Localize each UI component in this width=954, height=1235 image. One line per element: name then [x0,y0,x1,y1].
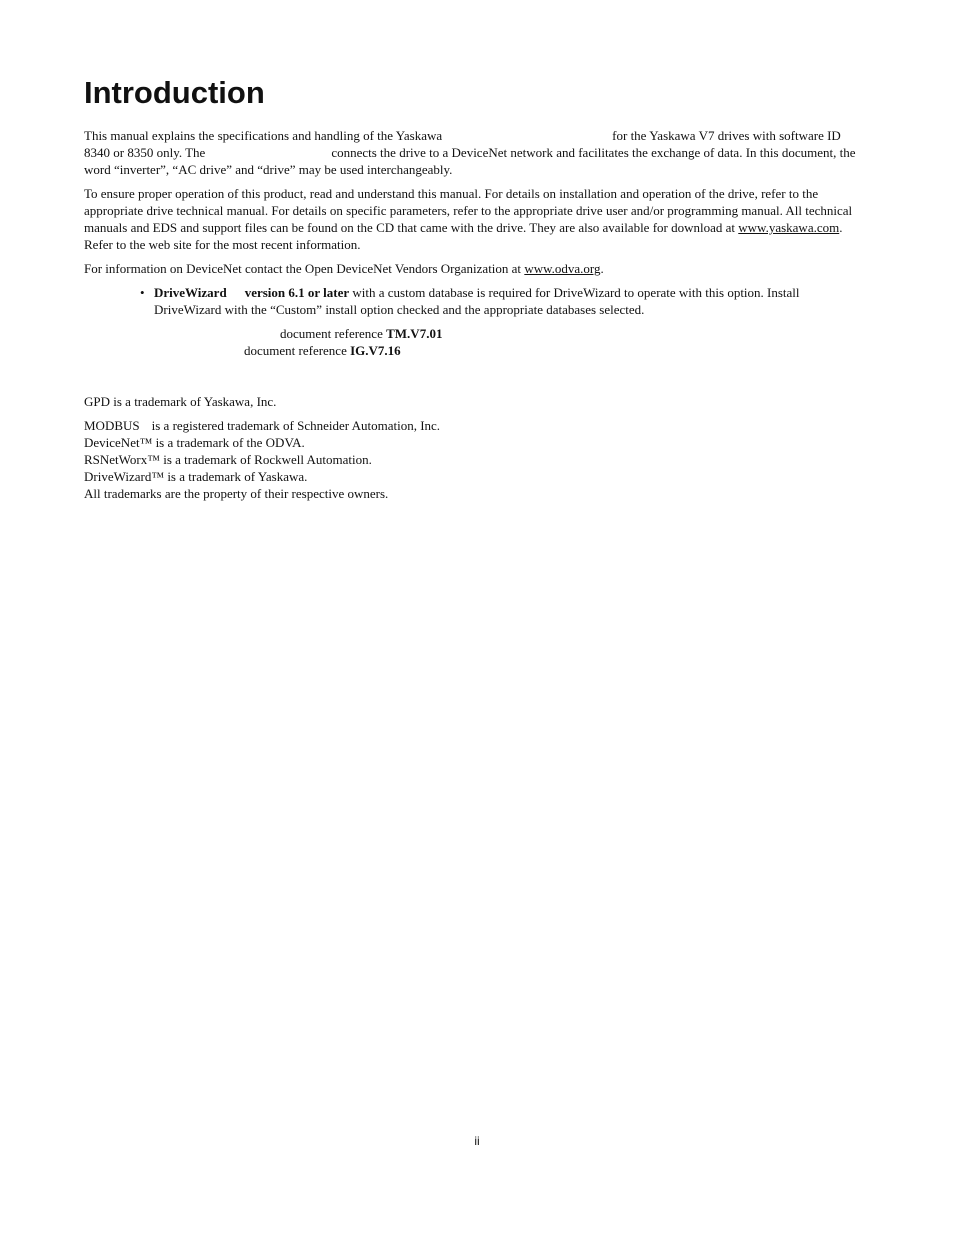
trademark-modbus [84,417,870,434]
operation-paragraph [84,185,870,253]
drivewizard-bullet [140,284,870,318]
drivewizard-text: with a custom database is required for DriveWizard to operate with this option. Install DriveWizard with the “Custom” install option checked and the appropriate databases selected. [154,285,800,317]
bullet-mark: • [140,285,145,300]
intro-text-b: for the Yaskawa V7 drives with software ID 8340 or 8350 only. The [84,128,841,160]
modbus-text: is a registered trademark of Schneider Automation, Inc. [151,418,441,433]
reference-label: document reference [244,343,347,358]
yaskawa-link[interactable]: www.yaskawa.com [738,220,840,235]
trademark-gpd: GPD is a trademark of Yaskawa, Inc. [84,394,277,409]
trademark-section [84,393,870,502]
drivewizard-name: DriveWizard [154,285,227,300]
reference-line-2 [84,342,870,359]
document-body [84,127,870,502]
devicenet-tail: . [600,261,604,276]
devicenet-text: For information on DeviceNet contact the Open DeviceNet Vendors Organization at [84,261,522,276]
page-number: ii [474,1134,480,1148]
drivewizard-version: version 6.1 or later [244,285,350,300]
operation-text: To ensure proper operation of this product, read and understand this manual. For details on installation and operation of the drive, refer to the appropriate drive technical manual. For details on specific parameters, refer to the appropriate drive user and/or programming manual. All technical manuals and EDS and support files can be found on the CD that came with the drive. They are also available for download at [84,186,853,235]
reference-code: IG.V7.16 [350,343,401,358]
trademark-rsnetworx: RSNetWorx™ is a trademark of Rockwell Automation. [84,452,372,467]
trademark-owners: All trademarks are the property of their respective owners. [84,486,389,501]
page-title: Introduction [84,75,265,110]
trademark-drivewizard: DriveWizard™ is a trademark of Yaskawa. [84,469,308,484]
reference-line-1 [84,325,870,342]
reference-code: TM.V7.01 [386,326,443,341]
intro-paragraph [84,127,870,178]
reference-label: document reference [280,326,383,341]
intro-text-a: This manual explains the specifications and handling of the Yaskawa [84,128,443,143]
intro-text-c: connects the drive to a DeviceNet network and facilitates the exchange of data. In this document, the word “inverter”, “AC drive” and “drive” may be used interchangeably. [84,145,856,177]
operation-tail: . Refer to the web site for the most recent information. [84,220,843,252]
devicenet-paragraph [84,260,870,277]
trademark-devicenet: DeviceNet™ is a trademark of the ODVA. [84,435,305,450]
odva-link[interactable]: www.odva.org [524,261,601,276]
modbus-name: MODBUS [84,418,140,433]
document-references [84,325,870,359]
